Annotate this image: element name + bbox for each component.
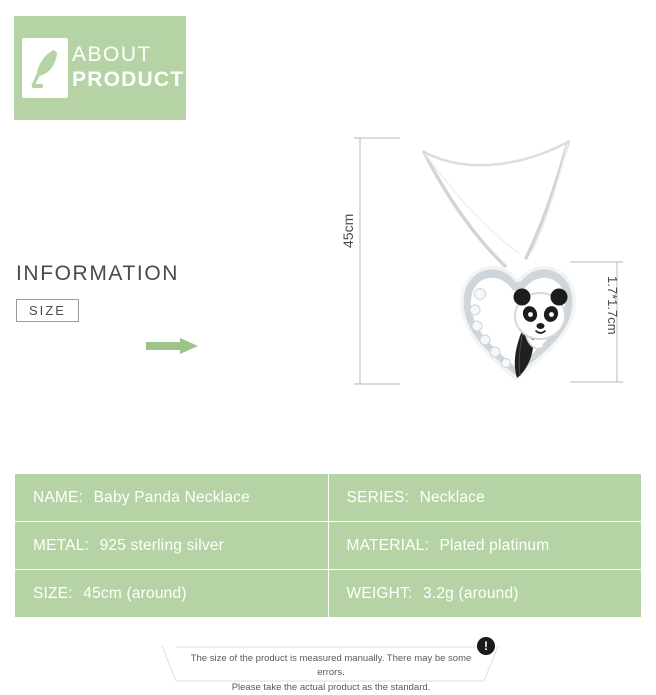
pendant-size-label: 1.7*1.7cm [605,276,620,335]
spec-cell-weight [328,570,642,618]
size-chip: SIZE [16,299,79,322]
right-arrow-icon [146,337,200,355]
spec-value: 3.2g (around) [423,584,519,602]
spec-key: MATERIAL: [346,536,429,554]
product-illustration [340,130,640,400]
exclamation-icon: ! [477,637,495,655]
table-row [15,474,642,522]
spec-cell-material [328,522,642,570]
spec-value: Plated platinum [439,536,550,554]
spec-cell-size [15,570,329,618]
spec-key: WEIGHT: [346,584,413,602]
about-line1: ABOUT [72,43,152,67]
information-title: INFORMATION [16,262,180,285]
product-spec-table [14,473,642,618]
spec-value: 925 sterling silver [99,536,224,554]
spec-value: 45cm (around) [83,584,187,602]
disclaimer-line1: The size of the product is measured manually. There may be some errors. [190,653,472,679]
spec-cell-name [15,474,329,522]
spec-value: Necklace [419,488,485,506]
spec-value: Baby Panda Necklace [93,488,250,506]
spec-cell-metal [15,522,329,570]
about-product-badge [14,16,186,120]
spec-key: SERIES: [346,488,410,506]
spec-key: SIZE: [33,584,73,602]
disclaimer-line2: Please take the actual product as the standard. [231,681,431,693]
spec-key: NAME: [33,488,84,506]
spec-key: METAL: [33,536,90,554]
table-row [15,522,642,570]
chain-length-label: 45cm [340,213,356,248]
disclaimer-note [160,639,500,693]
about-line2: PRODUCT [72,68,185,91]
quill-pen-icon [22,38,68,98]
table-row [15,570,642,618]
spec-cell-series [328,474,642,522]
